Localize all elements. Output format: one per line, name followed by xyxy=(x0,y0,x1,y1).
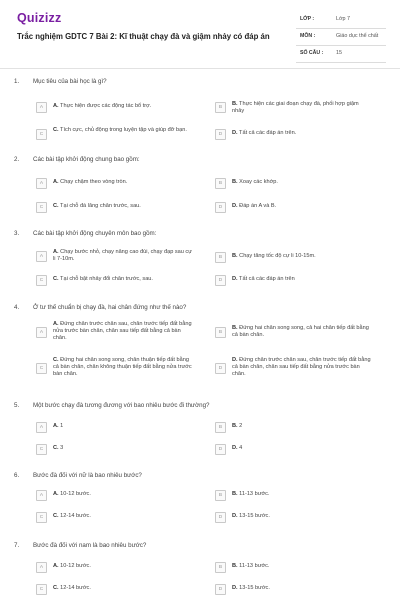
option-letter: C. xyxy=(53,585,59,591)
option-text: Tất cả các đáp án trên xyxy=(239,276,295,282)
question-text: Bước đà đối với nữ là bao nhiêu bước? xyxy=(33,472,142,479)
option-letter: B. xyxy=(232,101,238,107)
option-text: Đứng hai chân song song, chân thuận tiếp đất bằng cả bàn chân, chân không thuận tiếp đất bằng nửa trước bàn chân. xyxy=(53,357,192,378)
option-text: Xoay các khớp. xyxy=(239,179,278,185)
question-text: Một bước chạy đà tương đương với bao nhiêu bước đi thường? xyxy=(33,402,210,409)
option-text: 13-15 bước. xyxy=(239,513,270,519)
option-letter: D. xyxy=(232,585,238,591)
question-text: Ở tư thế chuẩn bị chạy đà, hai chân đứng như thế nào? xyxy=(33,304,187,311)
option-box[interactable]: B xyxy=(215,178,226,189)
option-text: 13-15 bước. xyxy=(239,585,270,591)
option-text: Tích cực, chủ động trong luyện tập và giúp đỡ bạn. xyxy=(60,127,187,133)
option-text: 12-14 bước. xyxy=(60,585,91,591)
option-box[interactable]: D xyxy=(215,363,226,374)
meta-label: SỐ CÂU : xyxy=(300,50,324,56)
option-letter: B. xyxy=(232,563,238,569)
option-letter: A. xyxy=(53,563,59,569)
option-text: 4 xyxy=(239,445,243,451)
option-text: 12-14 bước. xyxy=(60,513,91,519)
option-box[interactable]: C xyxy=(36,363,47,374)
worksheet-meta xyxy=(296,12,386,63)
option-letter: D. xyxy=(232,276,238,282)
option-text: 3 xyxy=(60,445,64,451)
option-box[interactable]: B xyxy=(215,562,226,573)
option-letter: C. xyxy=(53,276,59,282)
option-letter: D. xyxy=(232,445,238,451)
option-box[interactable]: D xyxy=(215,202,226,213)
option-text: Tất cả các đáp án trên. xyxy=(239,130,297,136)
option-box[interactable]: B xyxy=(215,252,226,263)
option-box[interactable]: C xyxy=(36,275,47,286)
question-item xyxy=(0,78,400,156)
option-letter: A. xyxy=(53,321,59,327)
option-letter: D. xyxy=(232,203,238,209)
meta-row-subject xyxy=(296,29,386,46)
option-text: 2 xyxy=(239,423,243,429)
option-box[interactable]: B xyxy=(215,327,226,338)
option-text: Tại chỗ đá lăng chân trước, sau. xyxy=(60,203,141,209)
option-letter: C. xyxy=(53,357,59,363)
option-text: 1 xyxy=(60,423,64,429)
option-text: Đứng hai chân song song, cả hai chân tiếp đất bằng cả bàn chân. xyxy=(232,325,369,339)
meta-value: Lớp 7 xyxy=(336,16,351,22)
meta-row-grade xyxy=(296,12,386,29)
question-item xyxy=(0,156,400,230)
option-box[interactable]: D xyxy=(215,129,226,140)
option-box[interactable]: A xyxy=(36,102,47,113)
option-box[interactable]: C xyxy=(36,444,47,455)
option-letter: A. xyxy=(53,491,59,497)
option-text: Tại chỗ bật nhảy đổi chân trước, sau. xyxy=(60,276,153,282)
option-letter: A. xyxy=(53,103,59,109)
option-letter: C. xyxy=(53,127,59,133)
option-box[interactable]: B xyxy=(215,102,226,113)
option-letter: B. xyxy=(232,423,238,429)
option-box[interactable]: D xyxy=(215,512,226,523)
option-text: Đứng chân trước chân sau, chân trước tiếp đất bằng cả bàn chân, chân sau tiếp đất bằng nửa trước bàn chân. xyxy=(232,357,371,378)
option-text: Chạy chậm theo vòng tròn. xyxy=(60,179,128,185)
question-item xyxy=(0,472,400,542)
question-list xyxy=(0,78,400,598)
option-letter: C. xyxy=(53,513,59,519)
meta-value: 15 xyxy=(336,50,342,56)
option-letter: D. xyxy=(232,357,238,363)
option-box[interactable]: A xyxy=(36,562,47,573)
option-box[interactable]: D xyxy=(215,584,226,595)
question-text: Bước đà đối với nam là bao nhiêu bước? xyxy=(33,542,147,549)
option-letter: B. xyxy=(232,179,238,185)
question-number: 6. xyxy=(14,472,20,479)
meta-row-question-count xyxy=(296,46,386,63)
option-text: 11-13 bước. xyxy=(239,491,270,497)
option-letter: A. xyxy=(53,179,59,185)
option-box[interactable]: D xyxy=(215,275,226,286)
option-box[interactable]: A xyxy=(36,178,47,189)
question-number: 2. xyxy=(14,156,20,163)
question-item xyxy=(0,304,400,402)
option-text: Đứng chân trước chân sau, chân trước tiếp đất bằng nửa trước bàn chân, chân sau tiếp đất bằng cả bàn chân. xyxy=(53,321,192,342)
quizizz-logo[interactable]: Quizizz xyxy=(17,11,62,25)
option-text: Thực hiện các giai đoạn chạy đà, phối hợp giậm nhảy xyxy=(232,101,359,115)
option-box[interactable]: A xyxy=(36,422,47,433)
question-text: Các bài tập khởi động chuyên môn bao gồm: xyxy=(33,230,157,237)
worksheet-title: Trắc nghiệm GDTC 7 Bài 2: Kĩ thuật chạy đà và giậm nhảy có đáp án xyxy=(17,32,270,41)
option-box[interactable]: C xyxy=(36,584,47,595)
question-text: Các bài tập khởi động chung bao gồm: xyxy=(33,156,140,163)
option-box[interactable]: C xyxy=(36,202,47,213)
meta-label: LỚP : xyxy=(300,16,315,22)
option-box[interactable]: B xyxy=(215,490,226,501)
option-text: Chạy tăng tốc độ cự li 10-15m. xyxy=(239,253,316,259)
question-item xyxy=(0,230,400,304)
meta-value: Giáo dục thể chất xyxy=(336,33,379,39)
option-box[interactable]: A xyxy=(36,251,47,262)
meta-label: MÔN : xyxy=(300,33,316,39)
question-text: Mục tiêu của bài học là gì? xyxy=(33,78,107,85)
option-letter: D. xyxy=(232,513,238,519)
question-number: 1. xyxy=(14,78,20,85)
option-text: 11-13 bước. xyxy=(239,563,270,569)
option-letter: C. xyxy=(53,445,59,451)
option-box[interactable]: C xyxy=(36,129,47,140)
option-letter: A. xyxy=(53,249,59,255)
option-letter: D. xyxy=(232,130,238,136)
option-text: Thực hiện được các động tác bổ trợ. xyxy=(60,103,152,109)
option-letter: C. xyxy=(53,203,59,209)
option-letter: B. xyxy=(232,325,238,331)
header-divider xyxy=(0,68,400,69)
option-box[interactable]: D xyxy=(215,444,226,455)
option-letter: B. xyxy=(232,253,238,259)
option-text: 10-12 bước. xyxy=(60,563,91,569)
option-box[interactable]: C xyxy=(36,512,47,523)
option-text: Chạy bước nhỏ, chạy nâng cao đùi, chạy đạp sau cự li 7-10m. xyxy=(53,249,192,263)
question-number: 3. xyxy=(14,230,20,237)
option-letter: B. xyxy=(232,491,238,497)
option-box[interactable]: A xyxy=(36,327,47,338)
option-box[interactable]: A xyxy=(36,490,47,501)
question-item xyxy=(0,542,400,598)
question-number: 5. xyxy=(14,402,20,409)
question-item xyxy=(0,402,400,472)
option-letter: A. xyxy=(53,423,59,429)
option-text: 10-12 bước. xyxy=(60,491,91,497)
option-text: Đáp án A và B. xyxy=(239,203,277,209)
question-number: 4. xyxy=(14,304,20,311)
worksheet-header xyxy=(0,0,400,68)
question-number: 7. xyxy=(14,542,20,549)
option-box[interactable]: B xyxy=(215,422,226,433)
